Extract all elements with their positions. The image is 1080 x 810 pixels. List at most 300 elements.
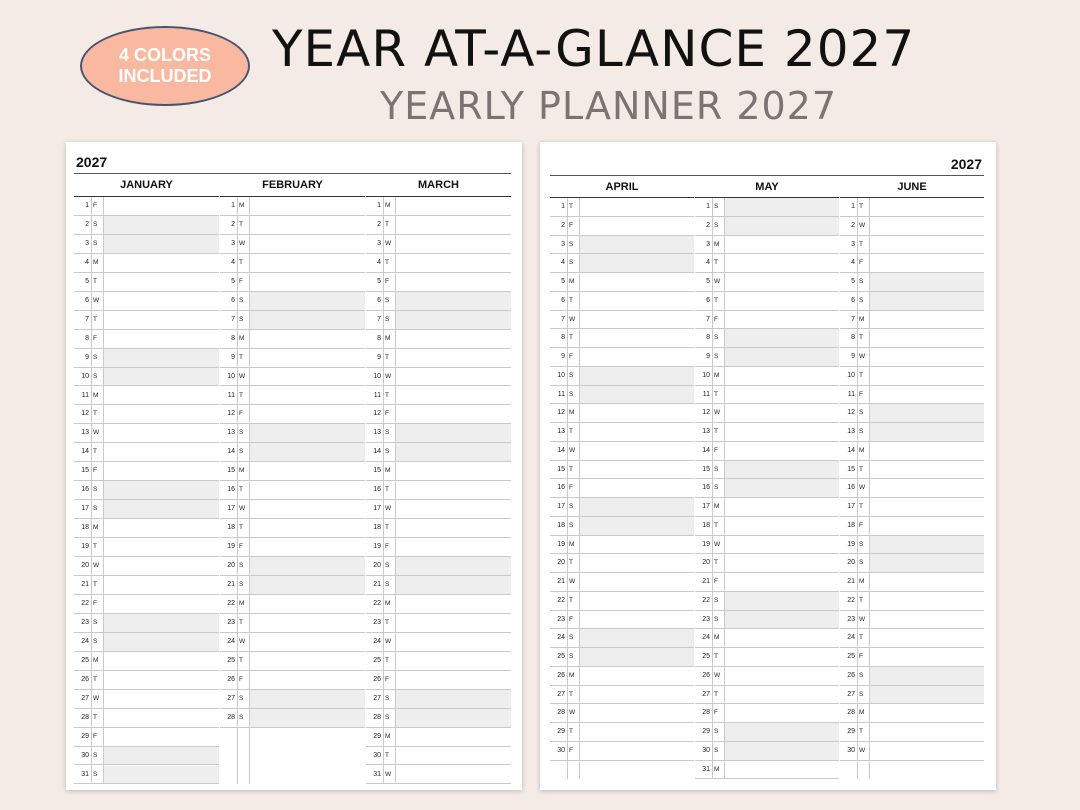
day-notes-area[interactable] — [103, 235, 219, 253]
day-notes-area[interactable] — [869, 198, 984, 216]
day-row[interactable] — [695, 273, 839, 292]
day-notes-area[interactable] — [869, 311, 984, 329]
day-notes-area[interactable] — [249, 576, 365, 594]
day-notes-area[interactable] — [395, 292, 511, 310]
day-notes-area[interactable] — [395, 311, 511, 329]
day-notes-area[interactable] — [869, 254, 984, 272]
day-notes-area[interactable] — [249, 690, 365, 708]
day-row[interactable] — [220, 576, 365, 595]
day-row[interactable] — [74, 216, 219, 235]
day-row[interactable] — [695, 517, 839, 536]
day-row[interactable] — [74, 273, 219, 292]
day-row[interactable] — [695, 592, 839, 611]
day-notes-area[interactable] — [579, 254, 694, 272]
day-notes-area[interactable] — [249, 197, 365, 215]
day-notes-area[interactable] — [579, 686, 694, 704]
day-notes-area[interactable] — [724, 742, 839, 760]
day-row[interactable] — [220, 595, 365, 614]
day-row[interactable] — [840, 592, 984, 611]
day-row[interactable] — [366, 538, 511, 557]
day-notes-area[interactable] — [869, 423, 984, 441]
day-notes-area[interactable] — [724, 686, 839, 704]
day-notes-area[interactable] — [103, 595, 219, 613]
day-notes-area[interactable] — [724, 573, 839, 591]
day-notes-area[interactable] — [579, 404, 694, 422]
day-notes-area[interactable] — [724, 498, 839, 516]
day-row[interactable] — [74, 368, 219, 387]
day-row[interactable] — [840, 386, 984, 405]
day-notes-area[interactable] — [103, 557, 219, 575]
day-notes-area[interactable] — [249, 349, 365, 367]
day-notes-area[interactable] — [249, 216, 365, 234]
day-row[interactable] — [550, 348, 694, 367]
day-notes-area[interactable] — [103, 216, 219, 234]
day-notes-area[interactable] — [395, 197, 511, 215]
day-notes-area[interactable] — [395, 595, 511, 613]
day-notes-area[interactable] — [103, 728, 219, 746]
day-row[interactable] — [695, 611, 839, 630]
day-notes-area[interactable] — [869, 686, 984, 704]
day-row[interactable] — [366, 273, 511, 292]
day-notes-area[interactable] — [869, 386, 984, 404]
day-notes-area[interactable] — [579, 236, 694, 254]
day-row[interactable] — [366, 330, 511, 349]
day-row[interactable] — [550, 386, 694, 405]
day-row[interactable] — [840, 367, 984, 386]
day-row[interactable] — [695, 648, 839, 667]
day-row[interactable] — [74, 652, 219, 671]
day-notes-area[interactable] — [869, 742, 984, 760]
day-notes-area[interactable] — [103, 481, 219, 499]
day-row[interactable] — [220, 311, 365, 330]
day-notes-area[interactable] — [395, 462, 511, 480]
day-notes-area[interactable] — [724, 198, 839, 216]
day-row[interactable] — [74, 405, 219, 424]
day-row[interactable] — [840, 292, 984, 311]
day-row[interactable] — [695, 742, 839, 761]
day-row[interactable] — [220, 387, 365, 406]
day-notes-area[interactable] — [869, 292, 984, 310]
day-notes-area[interactable] — [249, 538, 365, 556]
day-notes-area[interactable] — [869, 648, 984, 666]
day-notes-area[interactable] — [249, 387, 365, 405]
day-row[interactable] — [695, 292, 839, 311]
day-notes-area[interactable] — [724, 461, 839, 479]
day-notes-area[interactable] — [103, 349, 219, 367]
day-notes-area[interactable] — [724, 404, 839, 422]
day-row[interactable] — [366, 500, 511, 519]
day-notes-area[interactable] — [395, 405, 511, 423]
day-row[interactable] — [695, 629, 839, 648]
day-row[interactable] — [366, 614, 511, 633]
day-notes-area[interactable] — [579, 742, 694, 760]
day-row[interactable] — [695, 554, 839, 573]
day-row[interactable] — [550, 367, 694, 386]
day-row[interactable] — [695, 198, 839, 217]
day-row[interactable] — [840, 198, 984, 217]
day-row[interactable] — [550, 217, 694, 236]
day-notes-area[interactable] — [724, 348, 839, 366]
day-notes-area[interactable] — [579, 311, 694, 329]
day-notes-area[interactable] — [249, 595, 365, 613]
day-row[interactable] — [366, 595, 511, 614]
day-row[interactable] — [366, 747, 511, 766]
day-row[interactable] — [550, 592, 694, 611]
day-row[interactable] — [366, 557, 511, 576]
day-row[interactable] — [550, 423, 694, 442]
day-notes-area[interactable] — [395, 387, 511, 405]
day-notes-area[interactable] — [103, 254, 219, 272]
day-notes-area[interactable] — [395, 652, 511, 670]
day-notes-area[interactable] — [579, 592, 694, 610]
day-row[interactable] — [74, 330, 219, 349]
day-row[interactable] — [220, 443, 365, 462]
day-notes-area[interactable] — [724, 667, 839, 685]
day-row[interactable] — [74, 424, 219, 443]
day-row[interactable] — [840, 348, 984, 367]
day-row[interactable] — [74, 747, 219, 766]
day-row[interactable] — [366, 633, 511, 652]
day-row[interactable] — [695, 667, 839, 686]
day-row[interactable] — [840, 611, 984, 630]
day-row[interactable] — [840, 742, 984, 761]
day-notes-area[interactable] — [103, 671, 219, 689]
day-notes-area[interactable] — [724, 611, 839, 629]
day-row[interactable] — [840, 479, 984, 498]
day-row[interactable] — [366, 462, 511, 481]
day-notes-area[interactable] — [103, 197, 219, 215]
day-row[interactable] — [695, 723, 839, 742]
day-row[interactable] — [550, 311, 694, 330]
day-row[interactable] — [840, 629, 984, 648]
day-notes-area[interactable] — [103, 747, 219, 765]
day-row[interactable] — [840, 217, 984, 236]
day-notes-area[interactable] — [579, 292, 694, 310]
day-notes-area[interactable] — [395, 368, 511, 386]
day-row[interactable] — [840, 442, 984, 461]
day-row[interactable] — [366, 216, 511, 235]
day-notes-area[interactable] — [579, 629, 694, 647]
day-row[interactable] — [366, 728, 511, 747]
day-notes-area[interactable] — [395, 481, 511, 499]
day-row[interactable] — [840, 236, 984, 255]
day-notes-area[interactable] — [103, 330, 219, 348]
day-row[interactable] — [366, 766, 511, 785]
day-row[interactable] — [74, 614, 219, 633]
day-row[interactable] — [220, 462, 365, 481]
day-notes-area[interactable] — [249, 633, 365, 651]
day-row[interactable] — [695, 423, 839, 442]
day-row[interactable] — [840, 648, 984, 667]
day-row[interactable] — [366, 311, 511, 330]
day-notes-area[interactable] — [724, 761, 839, 779]
day-row[interactable] — [840, 423, 984, 442]
day-row[interactable] — [366, 519, 511, 538]
day-row[interactable] — [695, 367, 839, 386]
day-notes-area[interactable] — [249, 500, 365, 518]
day-notes-area[interactable] — [869, 517, 984, 535]
day-row[interactable] — [74, 387, 219, 406]
day-notes-area[interactable] — [103, 652, 219, 670]
day-notes-area[interactable] — [103, 387, 219, 405]
day-notes-area[interactable] — [869, 348, 984, 366]
day-notes-area[interactable] — [724, 723, 839, 741]
day-row[interactable] — [695, 254, 839, 273]
day-row[interactable] — [74, 690, 219, 709]
day-notes-area[interactable] — [724, 367, 839, 385]
day-notes-area[interactable] — [579, 667, 694, 685]
day-notes-area[interactable] — [395, 519, 511, 537]
day-notes-area[interactable] — [724, 311, 839, 329]
day-row[interactable] — [220, 671, 365, 690]
day-notes-area[interactable] — [869, 573, 984, 591]
day-notes-area[interactable] — [579, 573, 694, 591]
day-notes-area[interactable] — [579, 536, 694, 554]
day-row[interactable] — [550, 667, 694, 686]
day-row[interactable] — [366, 254, 511, 273]
day-notes-area[interactable] — [724, 423, 839, 441]
day-row[interactable] — [74, 557, 219, 576]
day-notes-area[interactable] — [579, 198, 694, 216]
day-notes-area[interactable] — [249, 424, 365, 442]
day-row[interactable] — [366, 197, 511, 216]
day-notes-area[interactable] — [724, 629, 839, 647]
day-notes-area[interactable] — [249, 405, 365, 423]
day-notes-area[interactable] — [103, 443, 219, 461]
day-notes-area[interactable] — [103, 311, 219, 329]
day-row[interactable] — [695, 498, 839, 517]
day-notes-area[interactable] — [249, 235, 365, 253]
day-row[interactable] — [74, 709, 219, 728]
day-row[interactable] — [220, 330, 365, 349]
day-row[interactable] — [220, 349, 365, 368]
day-row[interactable] — [550, 236, 694, 255]
day-row[interactable] — [695, 686, 839, 705]
day-notes-area[interactable] — [103, 614, 219, 632]
day-notes-area[interactable] — [724, 292, 839, 310]
day-notes-area[interactable] — [724, 704, 839, 722]
day-row[interactable] — [74, 462, 219, 481]
day-notes-area[interactable] — [579, 273, 694, 291]
day-notes-area[interactable] — [395, 576, 511, 594]
day-row[interactable] — [220, 368, 365, 387]
day-notes-area[interactable] — [103, 368, 219, 386]
day-row[interactable] — [366, 652, 511, 671]
day-row[interactable] — [550, 498, 694, 517]
day-notes-area[interactable] — [103, 576, 219, 594]
day-notes-area[interactable] — [579, 442, 694, 460]
day-notes-area[interactable] — [395, 690, 511, 708]
day-row[interactable] — [74, 633, 219, 652]
day-notes-area[interactable] — [869, 329, 984, 347]
day-row[interactable] — [695, 348, 839, 367]
day-notes-area[interactable] — [249, 462, 365, 480]
day-row[interactable] — [695, 217, 839, 236]
day-row[interactable] — [550, 629, 694, 648]
day-notes-area[interactable] — [579, 217, 694, 235]
day-notes-area[interactable] — [249, 368, 365, 386]
day-notes-area[interactable] — [395, 235, 511, 253]
day-notes-area[interactable] — [724, 517, 839, 535]
day-row[interactable] — [74, 349, 219, 368]
day-notes-area[interactable] — [579, 423, 694, 441]
day-notes-area[interactable] — [395, 349, 511, 367]
day-notes-area[interactable] — [579, 367, 694, 385]
day-notes-area[interactable] — [395, 709, 511, 727]
day-row[interactable] — [220, 538, 365, 557]
day-notes-area[interactable] — [103, 538, 219, 556]
day-notes-area[interactable] — [869, 367, 984, 385]
day-notes-area[interactable] — [395, 614, 511, 632]
day-row[interactable] — [220, 500, 365, 519]
day-notes-area[interactable] — [579, 348, 694, 366]
day-row[interactable] — [695, 704, 839, 723]
day-row[interactable] — [366, 576, 511, 595]
day-row[interactable] — [74, 500, 219, 519]
day-row[interactable] — [74, 519, 219, 538]
day-row[interactable] — [840, 329, 984, 348]
day-row[interactable] — [550, 648, 694, 667]
day-notes-area[interactable] — [869, 667, 984, 685]
day-row[interactable] — [695, 761, 839, 780]
day-row[interactable] — [74, 671, 219, 690]
day-row[interactable] — [74, 595, 219, 614]
day-row[interactable] — [220, 652, 365, 671]
day-row[interactable] — [366, 671, 511, 690]
day-notes-area[interactable] — [395, 633, 511, 651]
day-row[interactable] — [220, 405, 365, 424]
day-notes-area[interactable] — [103, 500, 219, 518]
day-row[interactable] — [366, 368, 511, 387]
day-notes-area[interactable] — [724, 329, 839, 347]
day-notes-area[interactable] — [103, 766, 219, 784]
day-notes-area[interactable] — [724, 592, 839, 610]
day-notes-area[interactable] — [579, 479, 694, 497]
day-row[interactable] — [840, 461, 984, 480]
day-notes-area[interactable] — [395, 273, 511, 291]
day-row[interactable] — [74, 235, 219, 254]
day-row[interactable] — [550, 704, 694, 723]
day-notes-area[interactable] — [869, 479, 984, 497]
day-notes-area[interactable] — [249, 443, 365, 461]
day-row[interactable] — [366, 405, 511, 424]
day-notes-area[interactable] — [579, 723, 694, 741]
day-notes-area[interactable] — [395, 424, 511, 442]
day-notes-area[interactable] — [869, 704, 984, 722]
day-row[interactable] — [366, 387, 511, 406]
day-notes-area[interactable] — [395, 216, 511, 234]
day-row[interactable] — [840, 273, 984, 292]
day-row[interactable] — [550, 723, 694, 742]
day-row[interactable] — [840, 311, 984, 330]
day-notes-area[interactable] — [869, 273, 984, 291]
day-row[interactable] — [74, 728, 219, 747]
day-row[interactable] — [366, 424, 511, 443]
day-notes-area[interactable] — [869, 536, 984, 554]
day-row[interactable] — [220, 690, 365, 709]
day-row[interactable] — [74, 766, 219, 785]
day-row[interactable] — [840, 573, 984, 592]
day-row[interactable] — [74, 292, 219, 311]
day-row[interactable] — [550, 573, 694, 592]
day-row[interactable] — [74, 576, 219, 595]
day-notes-area[interactable] — [869, 404, 984, 422]
day-notes-area[interactable] — [249, 292, 365, 310]
day-notes-area[interactable] — [249, 330, 365, 348]
day-row[interactable] — [695, 461, 839, 480]
day-row[interactable] — [220, 292, 365, 311]
day-row[interactable] — [550, 742, 694, 761]
day-notes-area[interactable] — [395, 671, 511, 689]
day-notes-area[interactable] — [724, 217, 839, 235]
day-notes-area[interactable] — [249, 311, 365, 329]
day-row[interactable] — [366, 443, 511, 462]
day-notes-area[interactable] — [579, 498, 694, 516]
day-row[interactable] — [695, 236, 839, 255]
day-notes-area[interactable] — [724, 479, 839, 497]
day-row[interactable] — [695, 536, 839, 555]
day-notes-area[interactable] — [869, 442, 984, 460]
day-notes-area[interactable] — [103, 292, 219, 310]
day-notes-area[interactable] — [579, 648, 694, 666]
day-row[interactable] — [840, 704, 984, 723]
day-row[interactable] — [220, 557, 365, 576]
day-notes-area[interactable] — [103, 273, 219, 291]
day-row[interactable] — [366, 709, 511, 728]
day-row[interactable] — [840, 554, 984, 573]
day-row[interactable] — [840, 404, 984, 423]
day-notes-area[interactable] — [869, 236, 984, 254]
day-notes-area[interactable] — [869, 217, 984, 235]
day-row[interactable] — [695, 573, 839, 592]
day-notes-area[interactable] — [395, 557, 511, 575]
day-notes-area[interactable] — [724, 254, 839, 272]
day-notes-area[interactable] — [249, 273, 365, 291]
day-notes-area[interactable] — [103, 633, 219, 651]
day-row[interactable] — [220, 633, 365, 652]
day-notes-area[interactable] — [395, 538, 511, 556]
day-notes-area[interactable] — [724, 554, 839, 572]
day-notes-area[interactable] — [579, 554, 694, 572]
day-row[interactable] — [74, 254, 219, 273]
day-row[interactable] — [74, 197, 219, 216]
day-row[interactable] — [840, 536, 984, 555]
day-row[interactable] — [74, 311, 219, 330]
day-notes-area[interactable] — [869, 498, 984, 516]
day-row[interactable] — [550, 611, 694, 630]
day-notes-area[interactable] — [103, 424, 219, 442]
day-row[interactable] — [550, 254, 694, 273]
day-row[interactable] — [550, 554, 694, 573]
day-row[interactable] — [220, 273, 365, 292]
day-notes-area[interactable] — [724, 236, 839, 254]
day-row[interactable] — [550, 198, 694, 217]
day-notes-area[interactable] — [249, 652, 365, 670]
day-notes-area[interactable] — [724, 536, 839, 554]
day-row[interactable] — [840, 686, 984, 705]
day-row[interactable] — [840, 667, 984, 686]
day-row[interactable] — [366, 292, 511, 311]
day-notes-area[interactable] — [395, 443, 511, 461]
day-row[interactable] — [220, 197, 365, 216]
day-row[interactable] — [220, 254, 365, 273]
day-notes-area[interactable] — [249, 557, 365, 575]
day-notes-area[interactable] — [869, 629, 984, 647]
day-notes-area[interactable] — [579, 329, 694, 347]
day-notes-area[interactable] — [579, 611, 694, 629]
day-notes-area[interactable] — [579, 386, 694, 404]
day-notes-area[interactable] — [869, 461, 984, 479]
